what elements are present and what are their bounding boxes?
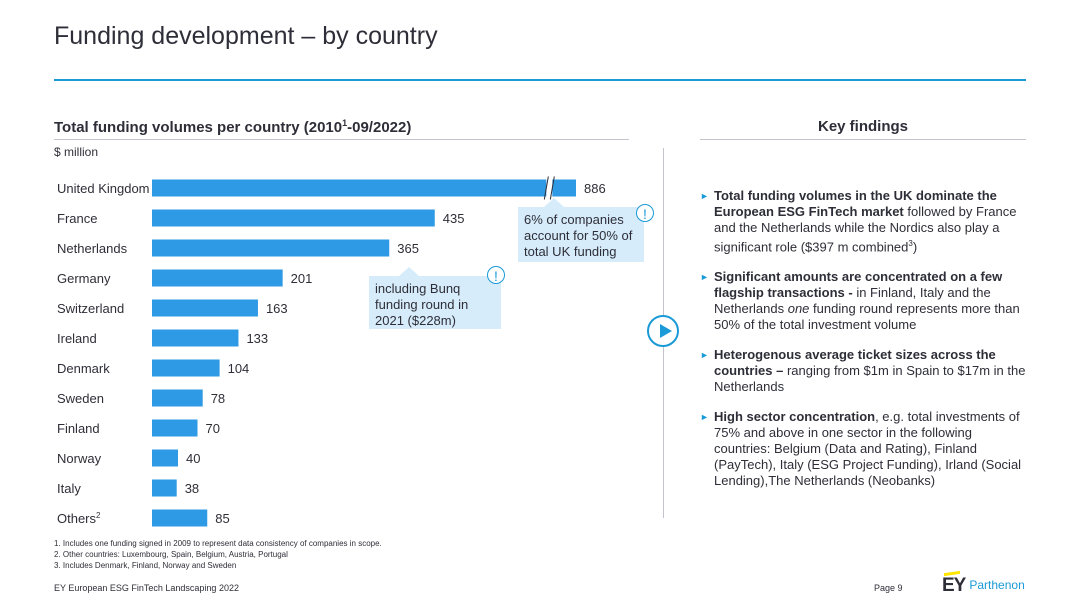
value-label: 365 [397, 241, 419, 256]
play-icon[interactable] [647, 315, 679, 347]
category-label: Finland [57, 421, 100, 436]
finding-item: ► Significant amounts are concentrated on a few flagship transactions - in Finland, Italy and the Netherlands one funding round represents more than 50% of the total investment volume [700, 269, 1020, 333]
bar [152, 450, 178, 467]
value-label: 78 [210, 391, 226, 406]
footnotes [54, 538, 382, 571]
chart-unit-label: $ million [54, 145, 99, 159]
callout-uk-concentration: 6% of companies account for 50% of total UK funding [518, 207, 644, 262]
value-label: 38 [184, 481, 200, 496]
category-label: Germany [57, 271, 111, 286]
footnote: 2. Other countries: Luxembourg, Spain, Belgium, Austria, Portugal [54, 550, 288, 559]
finding-item: ► Total funding volumes in the UK dominate the European ESG FinTech market followed by France and the Netherlands while the Nordics also play a significant role ($397 m combined$^3$) [700, 188, 1017, 255]
category-label: Ireland [57, 331, 97, 346]
bar [152, 180, 576, 197]
bar [152, 240, 389, 257]
category-label: Norway [57, 451, 102, 466]
callout-pointer [399, 267, 419, 276]
value-label: 886 [584, 181, 606, 196]
bar [152, 300, 258, 317]
category-label: Others$^2$ [57, 511, 101, 526]
footnote: 1. Includes one funding signed in 2009 to represent data consistency of companies in scope. [54, 539, 382, 548]
value-label: 133 [246, 331, 269, 346]
value-label: 201 [290, 271, 313, 286]
exclamation-icon: ! [636, 204, 654, 222]
bar [152, 420, 198, 437]
triangle-bullet-icon: ► [700, 350, 709, 361]
bar [152, 210, 435, 227]
key-findings-rule [700, 139, 1026, 140]
exclamation-icon: ! [487, 266, 505, 284]
bar [152, 390, 203, 407]
value-label: 40 [186, 451, 201, 466]
triangle-bullet-icon: ► [700, 191, 709, 201]
page-number: Page 9 [874, 583, 903, 593]
category-label: Sweden [57, 391, 104, 406]
footer-document-title: EY European ESG FinTech Landscaping 2022 [54, 583, 239, 593]
page-title: Funding development – by country [54, 22, 438, 50]
finding-item: ► Heterogenous average ticket sizes across the countries – ranging from $1m in Spain to $17m in the Netherlands [700, 347, 1026, 395]
finding-item: ► High sector concentration, e.g. total investments of 75% and above in one sector in the following countries: Belgium (Data and Rating), Finland (PayTech), Italy (ESG Project Funding), Irland (Social Lending),The Netherlands (Neobanks) [700, 409, 1022, 489]
category-label: Italy [57, 481, 81, 496]
value-label: 163 [265, 301, 288, 316]
chart-heading-footnote-ref: 1 [342, 118, 348, 128]
bar [152, 330, 238, 347]
ey-parthenon-logo: EY Parthenon [942, 575, 1025, 596]
callout-pointer [544, 198, 564, 207]
triangle-bullet-icon: ► [700, 272, 709, 283]
bar [152, 480, 177, 497]
category-label: Denmark [57, 361, 110, 376]
chart-heading: Total funding volumes per country (2010$^1$-09/2022) [54, 118, 412, 136]
triangle-bullet-icon: ► [700, 412, 709, 423]
value-label: 104 [227, 361, 250, 376]
key-findings-list [700, 188, 1026, 503]
category-label: Netherlands [57, 241, 128, 256]
value-label: 435 [442, 211, 465, 226]
key-findings-heading: Key findings [817, 118, 908, 135]
bar [152, 270, 283, 287]
callout-bunq-round: including Bunq funding round in 2021 ($228m) [369, 276, 501, 329]
bar [152, 360, 220, 377]
footnote: 3. Includes Denmark, Finland, Norway and Sweden [54, 561, 237, 570]
value-label: 85 [215, 511, 230, 526]
value-label: 70 [205, 421, 220, 436]
category-label: United Kingdom [57, 181, 150, 196]
category-label: Switzerland [57, 301, 125, 316]
bar [152, 510, 207, 527]
category-label: France [57, 211, 98, 226]
